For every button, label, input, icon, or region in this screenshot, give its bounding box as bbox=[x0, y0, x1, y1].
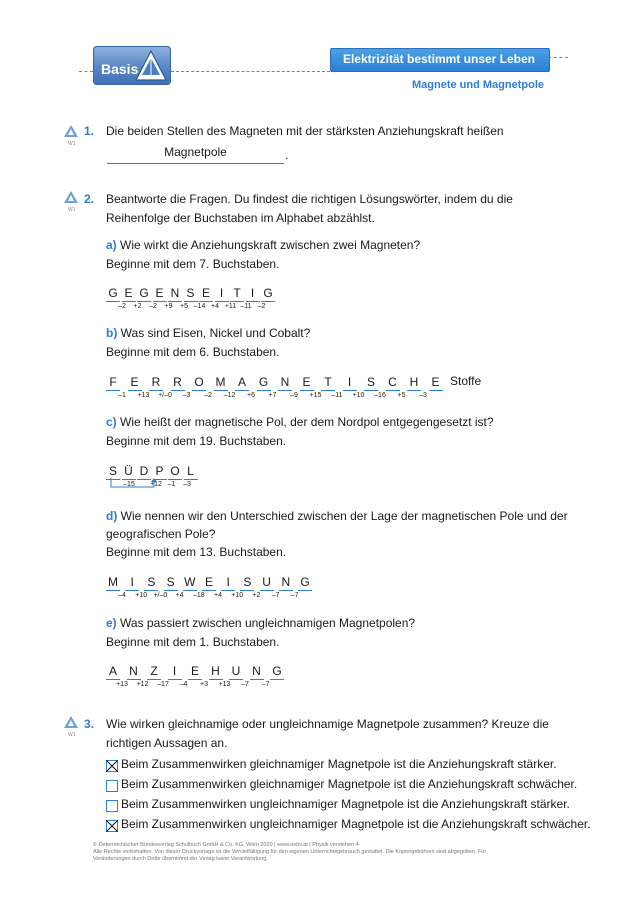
shift-number: +13 bbox=[218, 681, 231, 688]
cross-icon bbox=[106, 820, 118, 832]
q2c-question bbox=[106, 412, 494, 433]
q2b-hint: Beginne mit dem 6. Buchstaben. bbox=[106, 345, 280, 359]
level-triangle-icon bbox=[64, 716, 78, 728]
q3-option bbox=[106, 797, 606, 817]
shift-number: –7 bbox=[261, 681, 270, 688]
answer-letter[interactable]: N bbox=[168, 286, 182, 302]
answer-letter[interactable]: A bbox=[106, 664, 120, 680]
answer-letter[interactable]: E bbox=[429, 375, 443, 391]
answer-letter[interactable]: E bbox=[128, 375, 142, 391]
shift-number: –2 bbox=[149, 303, 157, 310]
checkbox[interactable] bbox=[106, 780, 118, 792]
shift-number: –3 bbox=[183, 481, 191, 488]
q1-number: 1. bbox=[84, 124, 95, 138]
answer-letter[interactable]: U bbox=[229, 664, 243, 680]
answer-letter[interactable]: H bbox=[407, 375, 421, 391]
answer-letter[interactable]: G bbox=[257, 375, 271, 391]
shift-number: +5 bbox=[180, 303, 188, 310]
shift-number: –3 bbox=[182, 392, 191, 399]
answer-letter[interactable]: E bbox=[300, 375, 314, 391]
shift-number: +7 bbox=[268, 392, 277, 399]
answer-letter[interactable]: E bbox=[188, 664, 202, 680]
shift-number: +6 bbox=[247, 392, 255, 399]
triangle-logo-icon bbox=[134, 49, 168, 83]
answer-letter[interactable]: C bbox=[386, 375, 400, 391]
shift-number: –7 bbox=[290, 592, 299, 599]
answer-letter[interactable]: S bbox=[164, 575, 178, 591]
shift-number: +/–0 bbox=[153, 592, 168, 599]
answer-letter[interactable]: S bbox=[144, 575, 158, 591]
footer-line2: Alle Rechte vorbehalten. Von dieser Druckvorlage ist die Vervielfältigung für den eigenen Unterrichtsgebrauch gestattet. Die Kopiergebühren sind abgegolten. Für bbox=[93, 849, 487, 855]
level-triangle-icon bbox=[64, 125, 78, 137]
answer-letter[interactable]: O bbox=[168, 464, 182, 480]
q1-text: Die beiden Stellen des Magneten mit der stärksten Anziehungskraft heißen bbox=[106, 124, 504, 138]
q2b-label: b) bbox=[106, 326, 118, 340]
shift-number: +4 bbox=[175, 592, 184, 599]
shift-number: +3 bbox=[200, 681, 208, 688]
shift-number: +15 bbox=[309, 392, 322, 399]
shift-number: –2 bbox=[204, 392, 212, 399]
shift-number: +12 bbox=[136, 681, 149, 688]
header-dash-mid bbox=[171, 71, 330, 72]
answer-letter[interactable]: S bbox=[106, 464, 120, 480]
answer-letter[interactable]: E bbox=[153, 286, 167, 302]
shift-number: +9 bbox=[164, 303, 173, 310]
shift-number: –4 bbox=[118, 592, 126, 599]
shift-number: –2 bbox=[257, 303, 266, 310]
q3-number: 3. bbox=[84, 717, 95, 731]
answer-letter[interactable]: I bbox=[168, 664, 182, 680]
shift-number: –9 bbox=[290, 392, 298, 399]
shift-number: –15 bbox=[123, 481, 135, 488]
q2b-suffix: Stoffe bbox=[450, 374, 482, 388]
footer-line3: Veränderungen durch Dritte übernimmt der Verlag keine Verantwortung. bbox=[93, 856, 268, 862]
answer-letter[interactable]: Ü bbox=[122, 464, 136, 480]
answer-letter[interactable]: M bbox=[215, 375, 226, 389]
q2a-question-text: Wie wirkt die Anziehungskraft zwischen zwei Magneten? bbox=[120, 238, 421, 252]
answer-letter[interactable]: S bbox=[364, 375, 378, 391]
checked-checkbox[interactable] bbox=[106, 760, 118, 772]
q2b-question bbox=[106, 323, 310, 344]
q2-intro-line1: Beantworte die Fragen. Du findest die richtigen Lösungswörter, indem du die bbox=[106, 192, 513, 206]
q1-answer-field[interactable]: Magnetpole bbox=[107, 145, 284, 164]
header-dash-right bbox=[548, 57, 568, 58]
answer-letter[interactable]: G bbox=[137, 286, 151, 302]
answer-letter[interactable]: I bbox=[246, 286, 260, 302]
answer-letter[interactable]: I bbox=[215, 286, 229, 302]
q2a-hint: Beginne mit dem 7. Buchstaben. bbox=[106, 257, 280, 271]
shift-number: +13 bbox=[137, 392, 150, 399]
answer-letter[interactable]: E bbox=[202, 575, 216, 591]
q2d-question-text: Wie nennen wir den Unterschied zwischen der Lage der magnetischen Pole und der bbox=[120, 509, 568, 523]
cross-icon bbox=[106, 760, 118, 772]
answer-letter[interactable]: R bbox=[171, 375, 185, 391]
answer-letter[interactable]: N bbox=[127, 664, 141, 680]
answer-letter[interactable]: G bbox=[261, 286, 275, 302]
answer-letter[interactable]: A bbox=[235, 375, 249, 391]
answer-letter[interactable]: W bbox=[184, 575, 196, 589]
q2c-question-text: Wie heißt der magnetische Pol, der dem Nordpol entgegengesetzt ist? bbox=[120, 415, 494, 429]
answer-letter[interactable]: I bbox=[343, 375, 357, 391]
q2c-hint: Beginne mit dem 19. Buchstaben. bbox=[106, 434, 287, 448]
q2e-question bbox=[106, 613, 415, 634]
q3-option bbox=[106, 777, 606, 797]
q3-option bbox=[106, 757, 606, 777]
answer-letter[interactable]: I bbox=[221, 575, 235, 591]
level-triangle-icon bbox=[64, 191, 78, 203]
shift-number: +4 bbox=[214, 592, 222, 599]
shift-number: +10 bbox=[352, 392, 365, 399]
q3-options-list bbox=[106, 757, 606, 837]
q2d-label: d) bbox=[106, 509, 118, 523]
answer-letter[interactable]: S bbox=[240, 575, 254, 591]
answer-letter[interactable]: D bbox=[137, 464, 151, 480]
level-tag: W1 bbox=[68, 141, 76, 147]
shift-number: –11 bbox=[240, 303, 252, 310]
header-dash-left bbox=[79, 71, 93, 72]
shift-number: +4 bbox=[211, 303, 219, 310]
q2e-hint: Beginne mit dem 1. Buchstaben. bbox=[106, 635, 280, 649]
shift-number: +10 bbox=[135, 592, 148, 599]
answer-letter[interactable]: U bbox=[260, 575, 274, 591]
answer-letter[interactable]: N bbox=[279, 575, 293, 591]
level-tag: W1 bbox=[68, 207, 76, 213]
shift-number: –18 bbox=[192, 592, 205, 599]
answer-letter[interactable]: T bbox=[321, 375, 335, 391]
q3-option bbox=[106, 817, 606, 837]
shift-number: –16 bbox=[374, 392, 386, 399]
shift-number: +12 bbox=[150, 481, 162, 488]
shift-number: +11 bbox=[224, 303, 237, 310]
shift-number: –1 bbox=[118, 392, 126, 399]
q2b-question-text: Was sind Eisen, Nickel und Cobalt? bbox=[120, 326, 311, 340]
answer-letter[interactable]: F bbox=[106, 375, 120, 391]
shift-number: –4 bbox=[179, 681, 188, 688]
q1-period: . bbox=[285, 148, 289, 162]
q3-option-label: Beim Zusammenwirken ungleichnamiger Magnetpole ist die Anziehungskraft stärker. bbox=[121, 797, 570, 811]
shift-number: +5 bbox=[397, 392, 406, 399]
logo-text: Basis bbox=[101, 61, 139, 77]
q2a-label: a) bbox=[106, 238, 117, 252]
answer-letter[interactable]: E bbox=[122, 286, 136, 302]
answer-letter[interactable]: I bbox=[125, 575, 139, 591]
q2d-hint: Beginne mit dem 13. Buchstaben. bbox=[106, 545, 287, 559]
answer-letter[interactable]: G bbox=[106, 286, 120, 302]
header-title: Elektrizität bestimmt unser Leben bbox=[342, 52, 536, 66]
q2d-question-line2: geografischen Pole? bbox=[106, 527, 216, 541]
level-tag: W1 bbox=[68, 732, 76, 738]
shift-number: +2 bbox=[133, 303, 142, 310]
answer-letter[interactable]: R bbox=[149, 375, 163, 391]
shift-number: –3 bbox=[419, 392, 427, 399]
answer-letter[interactable]: P bbox=[153, 464, 167, 480]
shift-number: +13 bbox=[116, 681, 128, 688]
checkbox[interactable] bbox=[106, 800, 118, 812]
shift-number: –11 bbox=[331, 392, 343, 399]
answer-letter[interactable]: G bbox=[298, 575, 312, 591]
q2a-question bbox=[106, 235, 420, 256]
answer-letter[interactable]: S bbox=[184, 286, 198, 302]
shift-number: –17 bbox=[157, 681, 169, 688]
q2-number: 2. bbox=[84, 192, 95, 206]
answer-letter[interactable]: Z bbox=[147, 664, 161, 680]
shift-number: –7 bbox=[241, 681, 249, 688]
footer bbox=[93, 842, 553, 863]
answer-letter[interactable]: T bbox=[230, 286, 244, 302]
answer-letter[interactable]: N bbox=[278, 375, 292, 391]
q2c-label: c) bbox=[106, 415, 117, 429]
shift-number: –12 bbox=[223, 392, 236, 399]
shift-number: +/–0 bbox=[158, 392, 172, 399]
shift-number: –14 bbox=[193, 303, 206, 310]
answer-letter[interactable]: M bbox=[108, 575, 118, 589]
q2e-label: e) bbox=[106, 616, 117, 630]
shift-number: –7 bbox=[271, 592, 280, 599]
shift-number: +10 bbox=[231, 592, 244, 599]
answer-letter[interactable]: E bbox=[199, 286, 213, 302]
q3-option-label: Beim Zusammenwirken gleichnamiger Magnetpole ist die Anziehungskraft stärker. bbox=[121, 757, 557, 771]
answer-letter[interactable]: G bbox=[270, 664, 284, 680]
shift-number: +2 bbox=[252, 592, 261, 599]
checked-checkbox[interactable] bbox=[106, 820, 118, 832]
q3-text-line1: Wie wirken gleichnamige oder ungleichnamige Magnetpole zusammen? Kreuze die bbox=[106, 717, 549, 731]
shift-number: –2 bbox=[118, 303, 126, 310]
footer-line1: © Österreichischer Bundesverlag Schulbuch GmbH & Co. KG, Wien 2020 | www.oebv.at | Physik verstehen 4 bbox=[93, 842, 359, 848]
answer-letter[interactable]: O bbox=[192, 375, 206, 391]
q3-option-label: Beim Zusammenwirken gleichnamiger Magnetpole ist die Anziehungskraft schwächer. bbox=[121, 777, 578, 791]
q3-option-label: Beim Zusammenwirken ungleichnamiger Magnetpole ist die Anziehungskraft schwächer. bbox=[121, 817, 591, 831]
q2-intro-line2: Reihenfolge der Buchstaben im Alphabet abzählst. bbox=[106, 211, 375, 225]
shift-number: –1 bbox=[167, 481, 176, 488]
answer-letter[interactable]: L bbox=[184, 464, 198, 480]
header-subtitle: Magnete und Magnetpole bbox=[412, 79, 544, 91]
answer-letter[interactable]: N bbox=[250, 664, 264, 680]
q2e-question-text: Was passiert zwischen ungleichnamigen Magnetpolen? bbox=[120, 616, 416, 630]
answer-letter[interactable]: H bbox=[209, 664, 223, 680]
q3-text-line2: richtigen Aussagen an. bbox=[106, 736, 228, 750]
